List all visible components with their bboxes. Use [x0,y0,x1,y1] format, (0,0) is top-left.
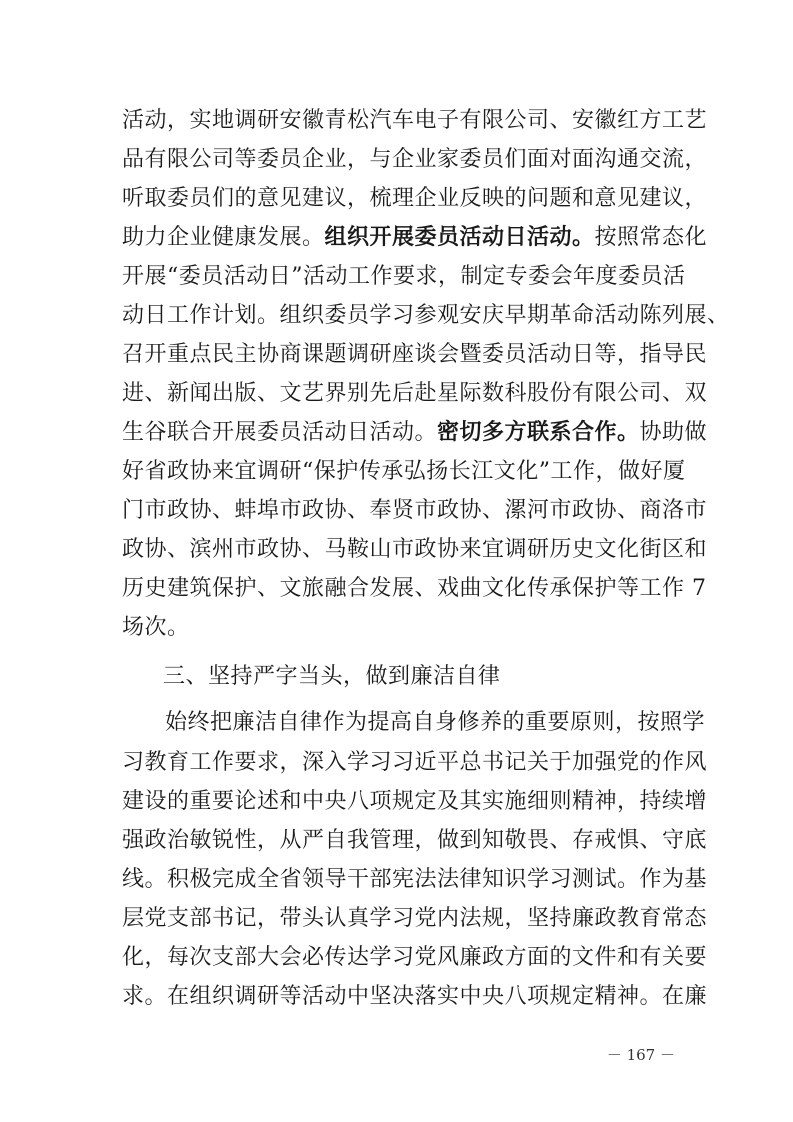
text-line: 习教育工作要求，深入学习习近平总书记关于加强党的作风 [122,750,708,775]
text-line: 动日工作计划。组织委员学习参观安庆早期革命活动陈列展、 [122,303,730,328]
text-line: 进、新闻出版、文艺界别先后赴星际数科股份有限公司、双 [122,381,708,406]
text-segment: 协助做 [639,420,708,445]
text-line: 召开重点民主协商课题调研座谈会暨委员活动日等，指导民 [122,342,708,367]
bold-lead-phrase: 组织开展委员活动日活动。 [324,225,595,250]
text-segment: 生谷联合开展委员活动日活动。 [122,420,438,445]
text-line: 开展“委员活动日”活动工作要求，制定专委会年度委员活 [122,264,686,289]
text-line: 好省政协来宜调研“保护传承弘扬长江文化”工作，做好厦 [122,459,686,484]
text-line: 政协、滨州市政协、马鞍山市政协来宜调研历史文化街区和 [122,537,708,562]
text-line: 门市政协、蚌埠市政协、奉贤市政协、漯河市政协、商洛市 [122,498,708,523]
text-segment: 按照常态化 [594,225,708,250]
text-line: 场次。 [122,615,190,640]
text-line: 强政治敏锐性，从严自我管理，做到知敬畏、存戒惧、守底 [122,828,708,853]
section-heading: 三、坚持严字当头，做到廉洁自律 [163,664,501,689]
text-line: 听取委员们的意见建议，梳理企业反映的问题和意见建议， [122,186,708,211]
text-line: 化，每次支部大会必传达学习党风廉政方面的文件和有关要 [122,945,708,970]
text-line: 活动，实地调研安徽青松汽车电子有限公司、安徽红方工艺 [122,108,708,133]
text-line: 层党支部书记，带头认真学习党内法规，坚持廉政教育常态 [122,906,708,931]
text-line [122,225,707,251]
text-line [122,420,707,446]
text-line: 历史建筑保护、文旅融合发展、戏曲文化传承保护等工作 7 [122,576,707,601]
text-line: 线。积极完成全省领导干部宪法法律知识学习测试。作为基 [122,867,708,892]
text-line: 品有限公司等委员企业，与企业家委员们面对面沟通交流， [122,147,708,172]
text-line: 始终把廉洁自律作为提高自身修养的重要原则，按照学 [165,710,706,735]
page-number: － 167 － [606,1046,675,1064]
text-line: 求。在组织调研等活动中坚决落实中央八项规定精神。在廉 [122,984,708,1009]
text-line: 建设的重要论述和中央八项规定及其实施细则精神，持续增 [122,789,708,814]
bold-lead-phrase: 密切多方联系合作。 [437,420,640,445]
text-segment: 助力企业健康发展。 [122,225,325,250]
